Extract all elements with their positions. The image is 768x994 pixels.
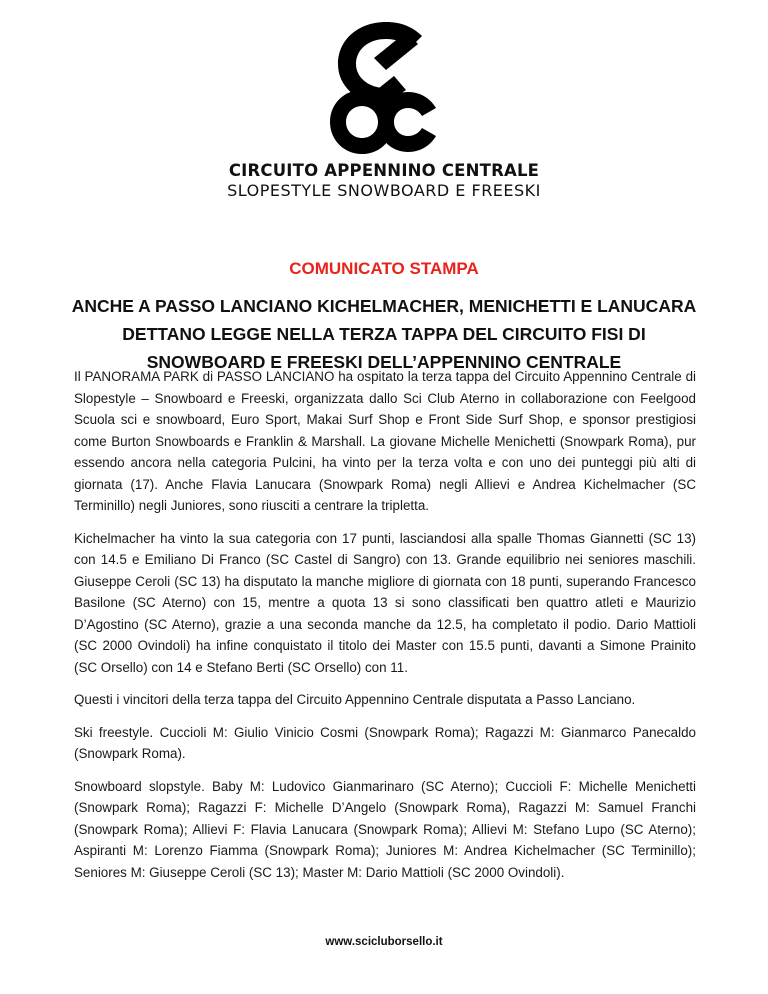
brand-title: CIRCUITO APPENNINO CENTRALE (228, 161, 540, 180)
brand-subtitle: SLOPESTYLE SNOWBOARD E FREESKI (227, 181, 541, 200)
paragraph: Snowboard slopstyle. Baby M: Ludovico Gianmarinaro (SC Aterno); Cuccioli F: Michelle Menichetti (Snowpark Roma); Ragazzi F: Michelle D’Angelo (Snowpark Roma), Ragazzi M: Samuel Franchi (Snowpark Roma); Allievi F: Flavia Lanucara (Snowpark Roma); Allievi M: Stefano Lupo (SC Aterno); Aspiranti M: Lorenzo Fiamma (Snowpark Roma); Juniores M: Andrea Kichelmacher (SC Terminillo); Seniores M: Giuseppe Ceroli (SC 13); Master M: Dario Mattioli (SC 2000 Ovindoli). (74, 778, 696, 880)
circuito-appennino-logo-icon (324, 18, 444, 158)
headline-line: SNOWBOARD E FREESKI DELL’APPENNINO CENTRALE (146, 352, 622, 372)
paragraph: Ski freestyle. Cuccioli M: Giulio Vinicio Cosmi (Snowpark Roma); Ragazzi M: Gianmarco Panecaldo (Snowpark Roma). (74, 724, 696, 761)
headline-line: ANCHE A PASSO LANCIANO KICHELMACHER, MENICHETTI E LANUCARA (71, 296, 697, 316)
headline-line: DETTANO LEGGE NELLA TERZA TAPPA DEL CIRCUITO FISI DI (122, 324, 646, 344)
press-release-label: COMUNICATO STAMPA (289, 259, 479, 278)
paragraph: Il PANORAMA PARK di PASSO LANCIANO ha ospitato la terza tappa del Circuito Appennino Centrale di Slopestyle – Snowboard e Freeski, organizzata dallo Sci Club Aterno in collaborazione con Feelgood Scuola sci e snowboard, Euro Sport, Makai Surf Shop e Front Side Surf Shop, e sponsor prestigiosi come Burton Snowboards e Franklin & Marshall. La giovane Michelle Menichetti (Snowpark Roma), pur essendo ancora nella categoria Pulcini, ha vinto per la terza volta e con uno dei punteggi più alti di giornata (17). Anche Flavia Lanucara (Snowpark Roma) negli Allievi e Andrea Kichelmacher (SC Terminillo) negli Juniores, sono riusciti a centrare la tripletta. (74, 369, 696, 513)
footer-website: www.scicluborsello.it (325, 936, 443, 948)
paragraph: Kichelmacher ha vinto la sua categoria con 17 punti, lasciandosi alla spalle Thomas Giannetti (SC 13) con 14.5 e Emiliano Di Franco (SC Castel di Sangro) con 13. Grande equilibrio nei seniores maschili. Giuseppe Ceroli (SC 13) ha disputato la manche migliore di giornata con 18 punti, superando Francesco Basilone (SC Aterno) con 15, mentre a quota 13 si sono classificati ben quattro atleti e Maurizio D’Agostino (SC Aterno), grazie a una seconda manche da 12.5, ha completato il podio. Dario Mattioli (SC 2000 Ovindoli) ha infine conquistato il titolo dei Master con 15.5 punti, davanti a Simone Prainito (SC Orsello) con 14 e Stefano Berti (SC Orsello) con 11. (74, 530, 696, 675)
headline (60, 292, 708, 376)
article-body (74, 366, 696, 894)
paragraph: Questi i vincitori della terza tappa del Circuito Appennino Centrale disputata a Passo Lanciano. (74, 692, 636, 707)
